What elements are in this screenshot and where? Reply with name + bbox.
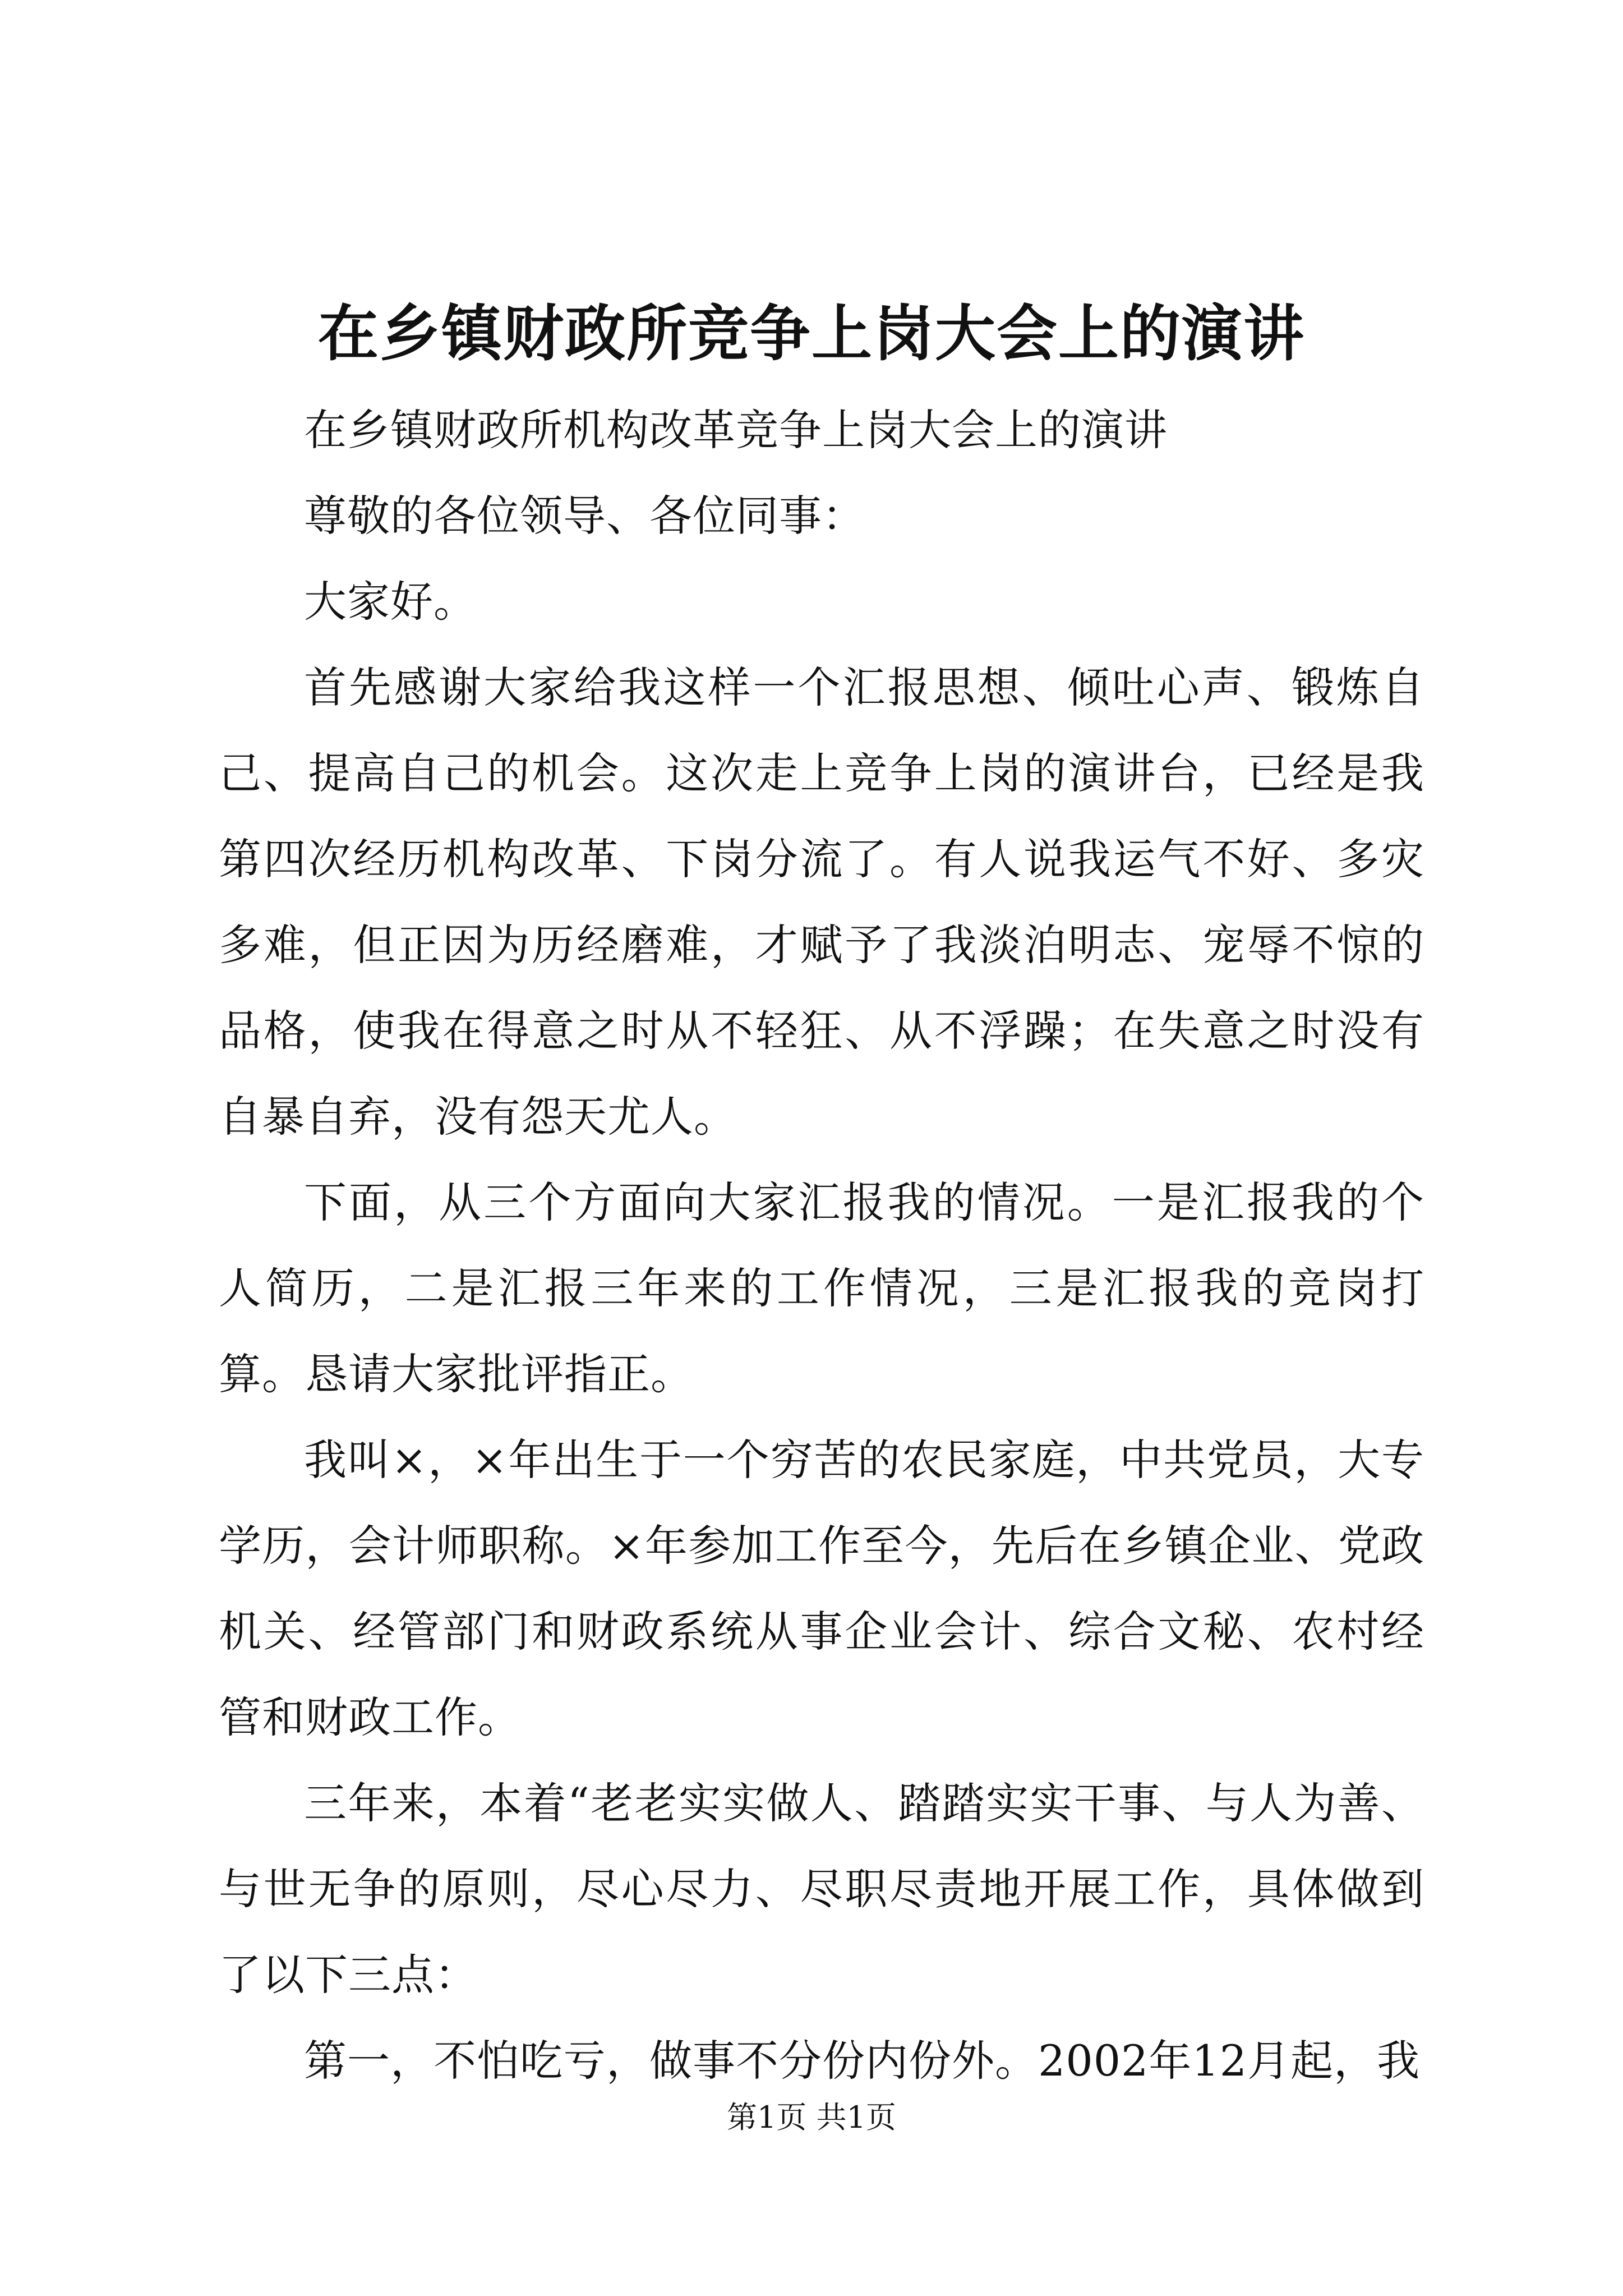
body-paragraph: 下面，从三个方面向大家汇报我的情况。一是汇报我的个人简历，二是汇报三年来的工作情况，三是汇报我的竞岗打算。恳请大家批评指正。	[219, 1177, 1424, 1399]
salutation-paragraph: 尊敬的各位领导、各位同事：	[304, 491, 865, 541]
greeting-paragraph: 大家好。	[304, 577, 477, 627]
body-paragraph: 三年来，本着“老老实实做人、踏踏实实干事、与人为善、与世无争的原则，尽心尽力、尽职尽责地开展工作，具体做到了以下三点：	[219, 1778, 1424, 2000]
body-paragraph: 我叫×，×年出生于一个穷苦的农民家庭，中共党员，大专学历，会计师职称。×年参加工作至今，先后在乡镇企业、党政机关、经管部门和财政系统从事企业会计、综合文秘、农村经管和财政工作。	[219, 1435, 1424, 1742]
document-body	[219, 387, 1424, 2104]
document-title: 在乡镇财政所竞争上岗大会上的演讲	[317, 298, 1305, 369]
page-number-footer: 第1页 共1页	[727, 2100, 896, 2135]
body-paragraph: 首先感谢大家给我这样一个汇报思想、倾吐心声、锻炼自己、提高自己的机会。这次走上竞争上岗的演讲台，已经是我第四次经历机构改革、下岗分流了。有人说我运气不好、多灾多难，但正因为历经磨难，才赋予了我淡泊明志、宠辱不惊的品格，使我在得意之时从不轻狂、从不浮躁；在失意之时没有自暴自弃，没有怨天尤人。	[219, 662, 1424, 1142]
subtitle-paragraph: 在乡镇财政所机构改革竞争上岗大会上的演讲	[304, 405, 1168, 455]
body-paragraph: 第一，不怕吃亏，做事不分份内份外。2002年12月起，我	[304, 2036, 1421, 2086]
